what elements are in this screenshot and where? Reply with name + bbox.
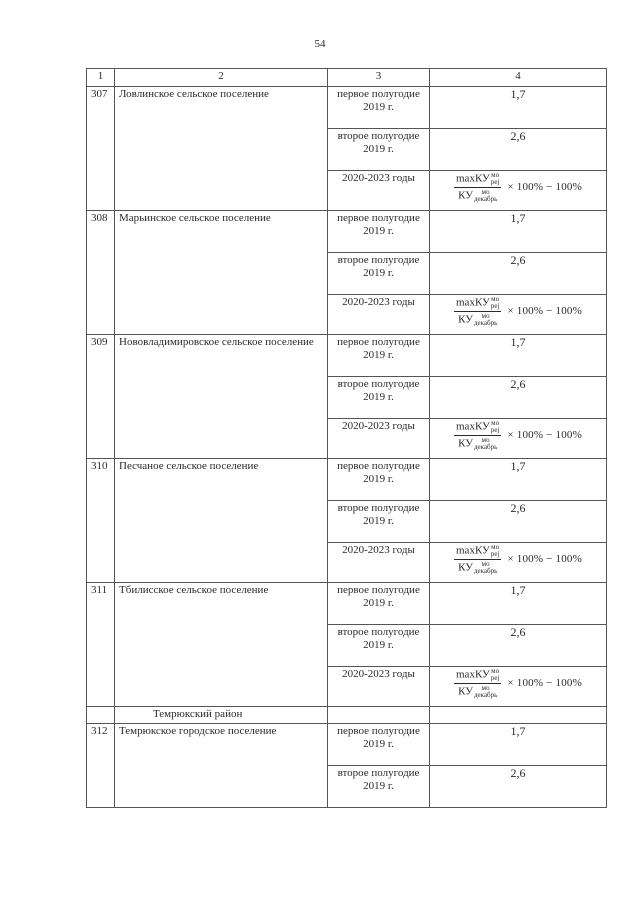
- header-cell: 3: [328, 69, 430, 87]
- period-cell: второе полугодие 2019 г.: [328, 625, 430, 667]
- settlement-name: Марьинское сельское поселение: [115, 211, 328, 335]
- formula-numerator-sub: реj: [490, 178, 500, 187]
- row-number: 310: [87, 459, 115, 583]
- table-row: [87, 335, 607, 377]
- settlement-name: Нововладимировское сельское поселение: [115, 335, 328, 459]
- header-cell: 4: [430, 69, 607, 87]
- period-cell: первое полугодие 2019 г.: [328, 87, 430, 129]
- formula-rest: × 100% − 100%: [507, 677, 582, 690]
- row-number: 308: [87, 211, 115, 335]
- formula-denominator-scripts: [474, 313, 497, 327]
- formula-cell: [430, 419, 607, 459]
- growth-formula: [454, 668, 582, 699]
- formula-denominator: [456, 684, 499, 699]
- value-cell: 1,7: [430, 583, 607, 625]
- value-cell: 1,7: [430, 459, 607, 501]
- tariff-table: [86, 68, 607, 808]
- district-row: [87, 707, 607, 724]
- period-cell: 2020-2023 годы: [328, 171, 430, 211]
- period-cell: 2020-2023 годы: [328, 667, 430, 707]
- period-cell: первое полугодие 2019 г.: [328, 459, 430, 501]
- formula-numerator-scripts: [491, 172, 500, 186]
- formula-denominator-sup: мо: [481, 188, 490, 197]
- formula-denominator-main: КУ: [458, 438, 473, 450]
- district-empty-cell: [430, 707, 607, 724]
- formula-cell: [430, 295, 607, 335]
- table-row: [87, 724, 607, 766]
- formula-denominator-main: КУ: [458, 562, 473, 574]
- formula-numerator-sup: мо: [491, 667, 500, 676]
- formula-numerator-scripts: [491, 420, 500, 434]
- period-cell: первое полугодие 2019 г.: [328, 335, 430, 377]
- formula-denominator-sup: мо: [481, 560, 490, 569]
- formula-numerator-sup: мо: [491, 171, 500, 180]
- formula-fraction: [454, 544, 501, 575]
- period-cell: 2020-2023 годы: [328, 543, 430, 583]
- formula-numerator-main: maxКУ: [456, 173, 490, 185]
- formula-rest: × 100% − 100%: [507, 553, 582, 566]
- header-row: [87, 69, 607, 87]
- formula-numerator-main: maxКУ: [456, 669, 490, 681]
- value-cell: 2,6: [430, 129, 607, 171]
- row-number: 307: [87, 87, 115, 211]
- row-number: 311: [87, 583, 115, 707]
- formula-numerator: [454, 172, 501, 188]
- period-cell: второе полугодие 2019 г.: [328, 501, 430, 543]
- formula-numerator-main: maxКУ: [456, 545, 490, 557]
- formula-numerator-main: maxКУ: [456, 297, 490, 309]
- formula-fraction: [454, 172, 501, 203]
- district-name: Темрюкский район: [115, 707, 328, 724]
- formula-numerator-sup: мо: [491, 543, 500, 552]
- formula-numerator-sup: мо: [491, 295, 500, 304]
- formula-denominator-scripts: [474, 685, 497, 699]
- value-cell: 2,6: [430, 625, 607, 667]
- period-cell: первое полугодие 2019 г.: [328, 583, 430, 625]
- period-cell: 2020-2023 годы: [328, 295, 430, 335]
- formula-numerator-sup: мо: [491, 419, 500, 428]
- formula-numerator-sub: реj: [490, 302, 500, 311]
- period-cell: второе полугодие 2019 г.: [328, 129, 430, 171]
- formula-rest: × 100% − 100%: [507, 181, 582, 194]
- formula-cell: [430, 171, 607, 211]
- settlement-name: Темрюкское городское поселение: [115, 724, 328, 808]
- settlement-name: Тбилисское сельское поселение: [115, 583, 328, 707]
- table-row: [87, 87, 607, 129]
- formula-numerator: [454, 668, 501, 684]
- formula-fraction: [454, 296, 501, 327]
- formula-numerator: [454, 296, 501, 312]
- formula-rest: × 100% − 100%: [507, 305, 582, 318]
- formula-denominator: [456, 188, 499, 203]
- period-cell: 2020-2023 годы: [328, 419, 430, 459]
- formula-denominator-main: КУ: [458, 686, 473, 698]
- formula-denominator-main: КУ: [458, 190, 473, 202]
- period-cell: первое полугодие 2019 г.: [328, 211, 430, 253]
- formula-numerator-scripts: [491, 544, 500, 558]
- formula-denominator-sub: декабрь: [473, 691, 498, 700]
- formula-denominator-scripts: [474, 189, 497, 203]
- value-cell: 2,6: [430, 253, 607, 295]
- row-number: 312: [87, 724, 115, 808]
- settlement-name: Песчаное сельское поселение: [115, 459, 328, 583]
- formula-denominator-sup: мо: [481, 436, 490, 445]
- formula-denominator-main: КУ: [458, 314, 473, 326]
- formula-numerator: [454, 420, 501, 436]
- formula-cell: [430, 543, 607, 583]
- table-row: [87, 211, 607, 253]
- growth-formula: [454, 296, 582, 327]
- value-cell: 1,7: [430, 335, 607, 377]
- formula-cell: [430, 667, 607, 707]
- formula-rest: × 100% − 100%: [507, 429, 582, 442]
- formula-numerator-sub: реj: [490, 550, 500, 559]
- growth-formula: [454, 420, 582, 451]
- formula-denominator-scripts: [474, 561, 497, 575]
- formula-numerator-scripts: [491, 668, 500, 682]
- formula-denominator-sub: декабрь: [473, 443, 498, 452]
- formula-denominator-sup: мо: [481, 684, 490, 693]
- formula-denominator-scripts: [474, 437, 497, 451]
- formula-numerator-sub: реj: [490, 674, 500, 683]
- row-number: 309: [87, 335, 115, 459]
- value-cell: 2,6: [430, 501, 607, 543]
- formula-numerator-scripts: [491, 296, 500, 310]
- period-cell: второе полугодие 2019 г.: [328, 377, 430, 419]
- value-cell: 2,6: [430, 766, 607, 808]
- formula-denominator-sub: декабрь: [473, 319, 498, 328]
- header-cell: 1: [87, 69, 115, 87]
- table-row: [87, 459, 607, 501]
- settlement-name: Ловлинское сельское поселение: [115, 87, 328, 211]
- formula-fraction: [454, 420, 501, 451]
- formula-denominator-sup: мо: [481, 312, 490, 321]
- district-empty-cell: [328, 707, 430, 724]
- formula-denominator: [456, 560, 499, 575]
- formula-numerator-sub: реj: [490, 426, 500, 435]
- value-cell: 2,6: [430, 377, 607, 419]
- period-cell: первое полугодие 2019 г.: [328, 724, 430, 766]
- district-empty-cell: [87, 707, 115, 724]
- formula-numerator: [454, 544, 501, 560]
- value-cell: 1,7: [430, 87, 607, 129]
- formula-denominator: [456, 436, 499, 451]
- formula-numerator-main: maxКУ: [456, 421, 490, 433]
- value-cell: 1,7: [430, 211, 607, 253]
- formula-denominator-sub: декабрь: [473, 567, 498, 576]
- formula-denominator-sub: декабрь: [473, 195, 498, 204]
- header-cell: 2: [115, 69, 328, 87]
- growth-formula: [454, 544, 582, 575]
- value-cell: 1,7: [430, 724, 607, 766]
- table-row: [87, 583, 607, 625]
- page-number: 54: [314, 38, 326, 50]
- period-cell: второе полугодие 2019 г.: [328, 766, 430, 808]
- formula-fraction: [454, 668, 501, 699]
- period-cell: второе полугодие 2019 г.: [328, 253, 430, 295]
- formula-denominator: [456, 312, 499, 327]
- growth-formula: [454, 172, 582, 203]
